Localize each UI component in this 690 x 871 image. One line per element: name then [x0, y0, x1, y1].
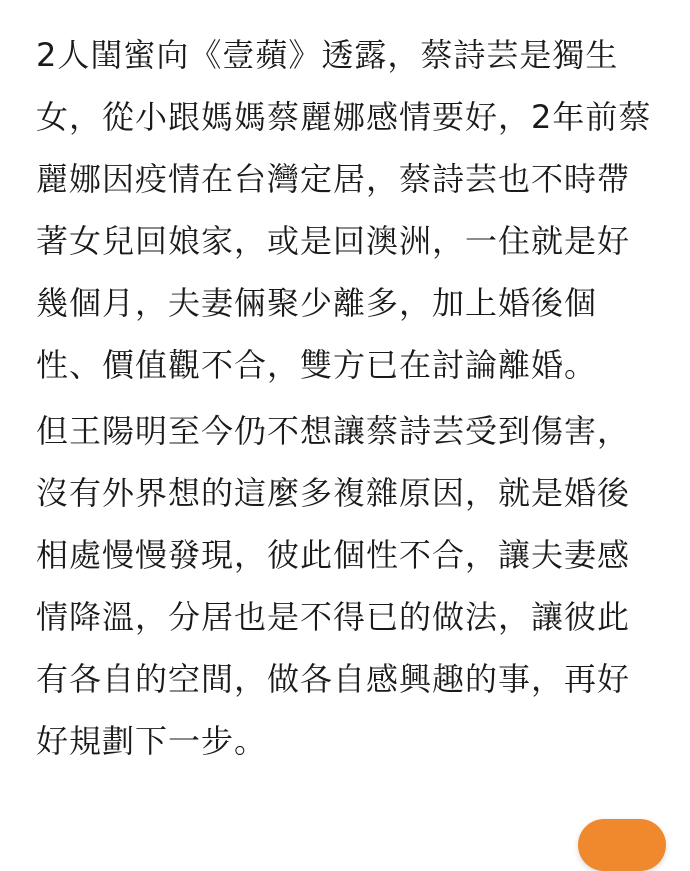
floating-action-button[interactable] [578, 819, 666, 871]
article-paragraph-1: 2人閨蜜向《壹蘋》透露，蔡詩芸是獨生女，從小跟媽媽蔡麗娜感情要好，2年前蔡麗娜因疫情在台灣定居，蔡詩芸也不時帶著女兒回娘家，或是回澳洲，一住就是好幾個月，夫妻倆聚少離多，加上婚後個性、價值觀不合，雙方已在討論離婚。 [36, 36, 652, 384]
article-paragraph-2: 但王陽明至今仍不想讓蔡詩芸受到傷害，沒有外界想的這麼多複雜原因，就是婚後相處慢慢發現，彼此個性不合，讓夫妻感情降溫，分居也是不得已的做法，讓彼此有各自的空間，做各自感興趣的事，再好好規劃下一步。 [36, 412, 631, 760]
article-body [36, 24, 661, 776]
